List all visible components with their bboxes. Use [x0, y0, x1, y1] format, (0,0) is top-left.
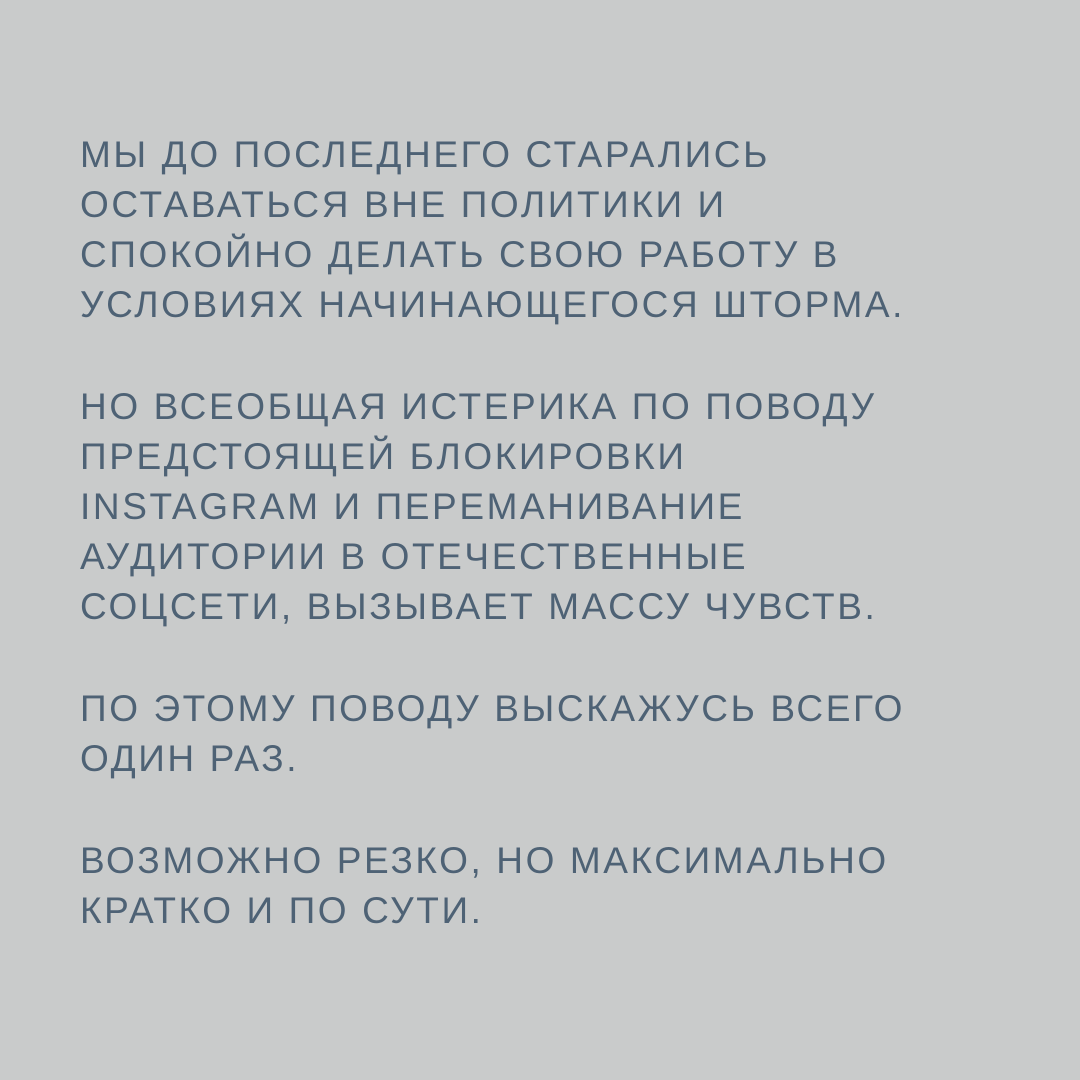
text-line: ПО ЭТОМУ ПОВОДУ ВЫСКАЖУСЬ ВСЕГО: [80, 688, 905, 729]
text-line: ВОЗМОЖНО РЕЗКО, НО МАКСИМАЛЬНО: [80, 840, 889, 881]
text-line: СОЦСЕТИ, ВЫЗЫВАЕТ МАССУ ЧУВСТВ.: [80, 586, 878, 627]
text-line: ОСТАВАТЬСЯ ВНЕ ПОЛИТИКИ И: [80, 184, 727, 225]
text-line: МЫ ДО ПОСЛЕДНЕГО СТАРАЛИСЬ: [80, 134, 770, 175]
paragraph-3: [80, 684, 1000, 784]
text-line: УСЛОВИЯХ НАЧИНАЮЩЕГОСЯ ШТОРМА.: [80, 284, 906, 325]
text-line: КРАТКО И ПО СУТИ.: [80, 890, 484, 931]
text-line: АУДИТОРИИ В ОТЕЧЕСТВЕННЫЕ: [80, 536, 749, 577]
paragraph-4: [80, 836, 1000, 936]
text-line: INSTAGRAM И ПЕРЕМАНИВАНИЕ: [80, 486, 745, 527]
text-line: НО ВСЕОБЩАЯ ИСТЕРИКА ПО ПОВОДУ: [80, 386, 877, 427]
text-line: СПОКОЙНО ДЕЛАТЬ СВОЮ РАБОТУ В: [80, 234, 840, 275]
paragraph-1: [80, 130, 1000, 330]
text-line: ОДИН РАЗ.: [80, 738, 300, 779]
paragraph-2: [80, 382, 1000, 632]
text-line: ПРЕДСТОЯЩЕЙ БЛОКИРОВКИ: [80, 436, 687, 477]
